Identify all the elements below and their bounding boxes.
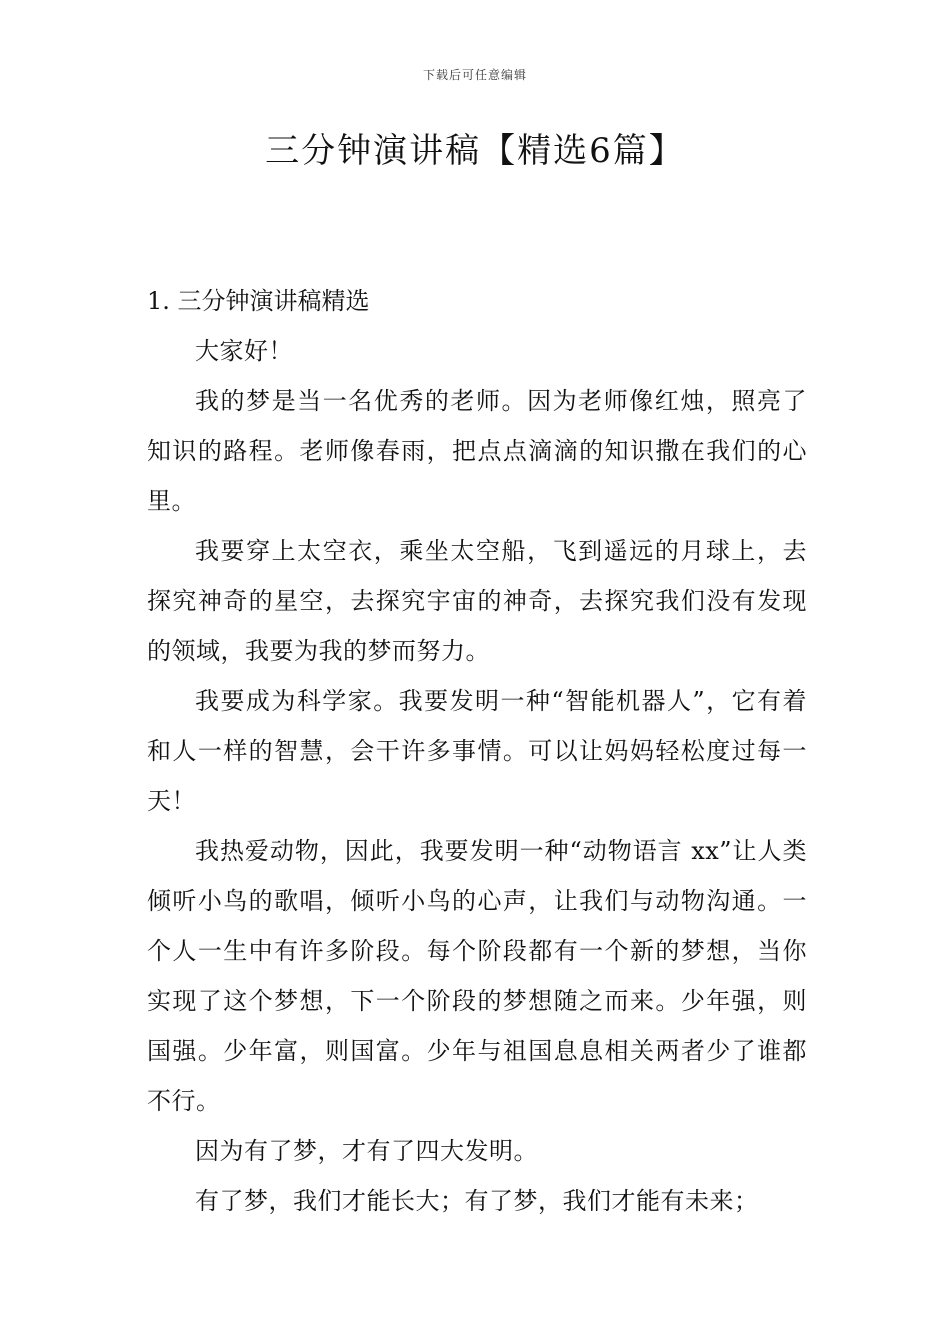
section-heading: 1. 三分钟演讲稿精选: [147, 287, 370, 315]
paragraph-scientist-dream: 我要成为科学家。我要发明一种“智能机器人”，它有着和人一样的智慧，会干许多事情。可以让妈妈轻松度过每一天！: [147, 687, 807, 815]
paragraph-animal-dream: 我热爱动物，因此，我要发明一种“动物语言 xx”让人类倾听小鸟的歌唱，倾听小鸟的心声，让我们与动物沟通。一个人一生中有许多阶段。每个阶段都有一个新的梦想，当你实现了这个梦想，下一个阶段的梦想随之而来。少年强，则国强。少年富，则国富。少年与祖国息息相关两者少了谁都不行。: [147, 837, 807, 1115]
header-note: 下载后可任意编辑: [422, 68, 527, 82]
paragraph-greeting: 大家好！: [195, 337, 293, 365]
paragraph-four-inventions: 因为有了梦，才有了四大发明。: [195, 1137, 538, 1165]
document-title: 三分钟演讲稿【精选6篇】: [265, 131, 685, 171]
paragraph-space-dream: 我要穿上太空衣，乘坐太空船，飞到遥远的月球上，去探究神奇的星空，去探究宇宙的神奇，去探究我们没有发现的领域，我要为我的梦而努力。: [147, 537, 807, 665]
paragraph-future: 有了梦，我们才能长大；有了梦，我们才能有未来；: [195, 1187, 759, 1215]
document-body: [147, 276, 807, 1226]
paragraph-teacher-dream: 我的梦是当一名优秀的老师。因为老师像红烛，照亮了知识的路程。老师像春雨，把点点滴滴的知识撒在我们的心里。: [147, 387, 807, 515]
